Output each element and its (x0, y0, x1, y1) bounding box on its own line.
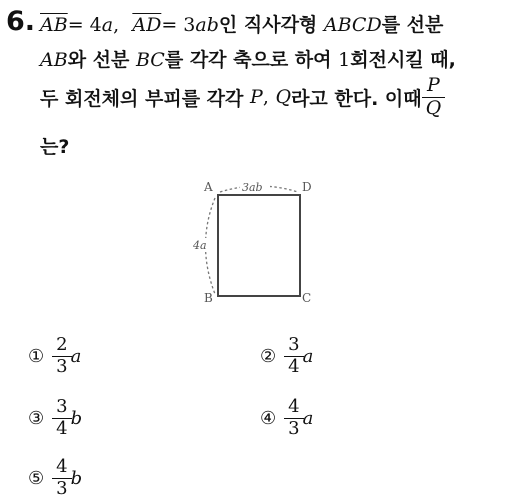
choice-mark: ① (28, 345, 45, 367)
label-side-length: 4a (193, 239, 207, 252)
eq-text: = 4 (67, 14, 102, 36)
choice-3[interactable] (28, 398, 82, 439)
rectangle-diagram (190, 180, 330, 304)
segment-ab: AB (40, 49, 68, 71)
choice-mark: ② (260, 345, 277, 367)
choice-variable: a (302, 345, 314, 367)
segment-ab: $\overline{AB}$ (40, 14, 68, 36)
segment-ad: $\overline{AD}$ (132, 14, 162, 36)
label-b: B (204, 291, 213, 304)
question-text: 인 직사각형 (218, 14, 324, 36)
choice-mark: ④ (260, 407, 277, 429)
number-one: 1 (338, 49, 351, 71)
rectangle-figure (190, 180, 330, 304)
fraction-denominator: 4 (288, 355, 300, 377)
fraction-numerator: 3 (288, 334, 300, 355)
var-q: Q (275, 86, 292, 109)
choice-5[interactable] (28, 458, 82, 499)
rect-abcd: ABCD (323, 14, 382, 36)
question-number: 6. (6, 6, 36, 37)
choice-fraction (286, 398, 301, 439)
fraction-numerator: 4 (288, 396, 300, 417)
fraction-denominator: Q (425, 96, 442, 119)
choice-fraction (54, 458, 69, 499)
fraction-numerator: 2 (56, 334, 68, 355)
var-ab: ab (195, 14, 219, 36)
question-line-1 (40, 10, 443, 37)
fraction-numerator: 3 (56, 396, 68, 417)
choice-4[interactable] (260, 398, 313, 439)
rectangle-abcd (218, 195, 300, 296)
choice-mark: ③ (28, 407, 45, 429)
label-top-length: 3ab (242, 181, 263, 194)
fraction-denominator: 4 (56, 417, 68, 439)
question-text: 를 각각 축으로 하여 (164, 49, 339, 71)
fraction-denominator: 3 (56, 477, 68, 499)
choice-variable: a (302, 407, 314, 429)
choice-mark: ⑤ (28, 467, 45, 489)
choice-fraction (54, 336, 69, 377)
var-p: P (250, 86, 263, 109)
question-text: 라고 한다. 이때 (291, 87, 422, 110)
choice-variable: b (70, 467, 83, 489)
fraction-denominator: 3 (288, 417, 300, 439)
question-text: 두 회전체의 부피를 각각 (40, 87, 244, 110)
var-a: a (101, 14, 114, 36)
choice-1[interactable] (28, 336, 81, 377)
segment-bc: BC (135, 49, 165, 71)
question-line-2 (40, 45, 456, 72)
choice-variable: a (70, 345, 82, 367)
fraction-denominator: 3 (56, 355, 68, 377)
choice-fraction (54, 398, 69, 439)
label-d: D (302, 180, 312, 194)
label-c: C (302, 291, 312, 304)
choice-fraction (286, 336, 301, 377)
comma: , (262, 86, 269, 109)
fraction-numerator: 4 (56, 456, 68, 477)
fraction-numerator: P (427, 74, 440, 96)
question-line-4: 는? (40, 136, 70, 158)
eq-text: = 3 (161, 14, 196, 36)
question-line-3 (40, 76, 445, 119)
question-text: 를 선분 (381, 14, 444, 36)
choice-variable: b (70, 407, 83, 429)
label-a: A (204, 180, 213, 194)
fraction-p-over-q (424, 76, 444, 119)
choice-2[interactable] (260, 336, 313, 377)
question-text: 회전시킬 때, (350, 49, 456, 71)
question-text: 와 선분 (67, 49, 136, 71)
comma: , (113, 14, 120, 36)
